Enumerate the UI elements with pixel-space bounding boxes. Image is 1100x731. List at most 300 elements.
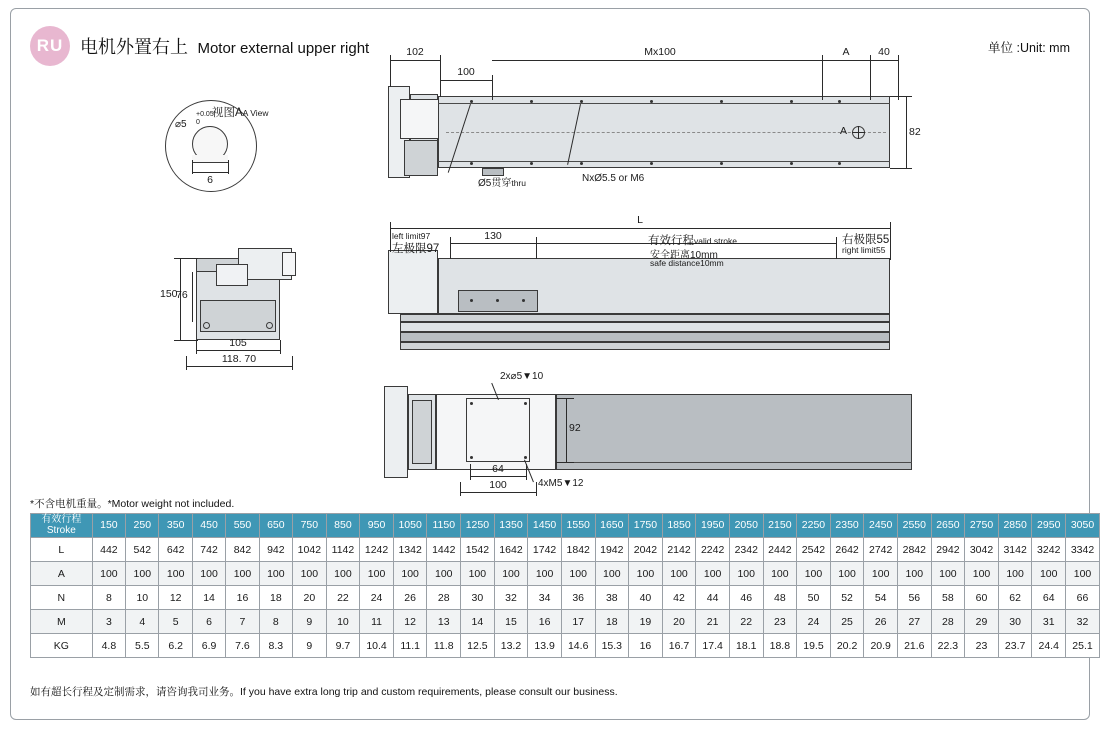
front-stroke-en: valid stroke (694, 236, 737, 246)
stroke-col-950: 950 (360, 514, 394, 538)
table-cell: 10.4 (360, 634, 394, 658)
top-hole (530, 162, 533, 165)
front-base-2 (400, 322, 890, 332)
row-label-l: L (31, 538, 93, 562)
table-cell: 64 (1032, 586, 1066, 610)
stroke-col-1250: 1250 (461, 514, 495, 538)
table-cell: 4 (126, 610, 159, 634)
front-left-limit-en: left limit97 (392, 231, 431, 241)
a-view-label-cn: 视图A (212, 107, 243, 119)
row-label-kg: KG (31, 634, 93, 658)
page-title-en: Motor external upper right (197, 40, 370, 57)
table-cell: 16 (528, 610, 562, 634)
table-cell: 40 (629, 586, 663, 610)
stroke-col-2950: 2950 (1032, 514, 1066, 538)
table-cell: 18.8 (763, 634, 797, 658)
table-row (31, 586, 1100, 610)
a-view-tol-lower (196, 119, 200, 126)
top-motor-cap (400, 99, 440, 139)
a-view-ext-right (228, 160, 229, 174)
front-base-3 (400, 332, 890, 342)
stroke-col-2250: 2250 (797, 514, 831, 538)
table-cell: 5.5 (126, 634, 159, 658)
stroke-col-2750: 2750 (965, 514, 999, 538)
table-cell: 20.9 (864, 634, 898, 658)
stroke-col-2650: 2650 (931, 514, 965, 538)
table-cell: 2142 (662, 538, 696, 562)
table-cell: 100 (662, 562, 696, 586)
table-row (31, 634, 1100, 658)
front-left-limit-cn-wrap (392, 240, 439, 256)
table-cell: 24 (797, 610, 831, 634)
table-cell: 1642 (494, 538, 528, 562)
bottom-hole (470, 402, 473, 405)
top-leader-nx-label (582, 173, 644, 184)
table-cell: 1942 (595, 538, 629, 562)
table-cell: 42 (662, 586, 696, 610)
side-lower-block (200, 300, 276, 332)
table-cell: 742 (192, 538, 225, 562)
top-rail-centerline (446, 132, 886, 133)
table-cell: 100 (595, 562, 629, 586)
table-cell: 27 (897, 610, 931, 634)
stroke-col-2850: 2850 (998, 514, 1032, 538)
top-dim-a-text: A (842, 46, 850, 58)
stroke-col-250: 250 (126, 514, 159, 538)
table-cell: 26 (393, 586, 427, 610)
table-cell: 2442 (763, 538, 797, 562)
table-cell: 100 (192, 562, 225, 586)
front-right-limit-en: right limit55 (842, 245, 886, 255)
bottom-dim-100 (460, 492, 536, 493)
top-hole (790, 162, 793, 165)
table-cell: 56 (897, 586, 931, 610)
table-cell: 17 (561, 610, 595, 634)
side-motor-cap (282, 252, 296, 276)
table-cell: 32 (1066, 610, 1100, 634)
table-cell: 842 (226, 538, 259, 562)
a-view-tol-upper (196, 111, 214, 118)
note-motor-weight: *不含电机重量。*Motor weight not included. (30, 498, 235, 510)
table-cell: 24.4 (1032, 634, 1066, 658)
a-view-dia (175, 119, 187, 130)
side-ext-105-r (280, 340, 281, 354)
table-cell: 100 (629, 562, 663, 586)
table-cell: 21 (696, 610, 730, 634)
top-dim-40 (870, 60, 898, 61)
table-cell: 2242 (696, 538, 730, 562)
top-hole (720, 162, 723, 165)
table-cell: 19 (629, 610, 663, 634)
table-cell: 23.7 (998, 634, 1032, 658)
table-cell: 1742 (528, 538, 562, 562)
top-dim-mx100 (492, 60, 822, 61)
table-cell: 12 (159, 586, 192, 610)
front-motor-body (388, 250, 438, 314)
table-cell: 60 (965, 586, 999, 610)
table-cell: 1042 (293, 538, 327, 562)
top-section-mark-v (858, 126, 859, 139)
table-cell: 9 (293, 610, 327, 634)
top-ext-102-l (390, 55, 391, 87)
table-cell: 642 (159, 538, 192, 562)
front-carriage-hole (522, 299, 525, 302)
table-cell: 100 (92, 562, 125, 586)
side-inner-detail (216, 264, 248, 286)
top-rail-inner-top (438, 103, 890, 104)
bottom-hole (524, 402, 527, 405)
top-ext-82-b (890, 168, 912, 169)
table-cell: 22.3 (931, 634, 965, 658)
table-cell: 21.6 (897, 634, 931, 658)
spec-table (30, 513, 1100, 658)
front-dim-130 (450, 243, 536, 244)
stroke-col-150: 150 (92, 514, 125, 538)
bottom-dim-64 (470, 476, 526, 477)
bottom-ext-64-r (526, 464, 527, 480)
table-cell: 942 (259, 538, 292, 562)
side-dim-150-text: 150 (160, 288, 178, 300)
table-cell: 2042 (629, 538, 663, 562)
bottom-dim-92-text: 92 (569, 422, 581, 434)
side-hole-right (266, 322, 273, 329)
top-hole (530, 100, 533, 103)
front-dim-130-text: 130 (484, 230, 502, 242)
table-cell: 100 (226, 562, 259, 586)
top-connector-block (482, 168, 504, 176)
top-section-label-a: A (840, 125, 848, 137)
top-dim-82-text: 82 (909, 126, 921, 138)
bottom-hole-m5-label: 4xM5▼12 (538, 478, 584, 489)
table-cell: 1242 (360, 538, 394, 562)
top-ext-40-r (898, 55, 899, 100)
table-cell: 8 (92, 586, 125, 610)
front-stroke-cn: 有效行程 (648, 235, 694, 247)
spec-table-body (31, 538, 1100, 658)
stroke-col-2550: 2550 (897, 514, 931, 538)
table-cell: 100 (965, 562, 999, 586)
table-cell: 18 (259, 586, 292, 610)
stroke-col-1550: 1550 (561, 514, 595, 538)
stroke-col-650: 650 (259, 514, 292, 538)
table-cell: 10 (126, 586, 159, 610)
row-label-n: N (31, 586, 93, 610)
side-hole-left (203, 322, 210, 329)
note-custom-request: 如有超长行程及定制需求，请咨询我司业务。If you have extra long trip and custom requirements, please consult our business. (30, 686, 618, 698)
bottom-ext-92-t (556, 398, 574, 399)
top-hole (470, 162, 473, 165)
table-cell: 11.1 (393, 634, 427, 658)
table-cell: 100 (864, 562, 898, 586)
stroke-col-2050: 2050 (729, 514, 763, 538)
stroke-col-2150: 2150 (763, 514, 797, 538)
table-cell: 31 (1032, 610, 1066, 634)
top-ext-82-t (890, 96, 912, 97)
table-cell: 44 (696, 586, 730, 610)
top-dim-82 (906, 96, 907, 168)
table-header-row (31, 514, 1100, 538)
spec-table-head (31, 514, 1100, 538)
front-base-1 (400, 314, 890, 322)
table-cell: 29 (965, 610, 999, 634)
table-cell: 24 (360, 586, 394, 610)
table-cell: 32 (494, 586, 528, 610)
stroke-col-1950: 1950 (696, 514, 730, 538)
table-cell: 16.7 (662, 634, 696, 658)
front-right-limit-cn: 右极限55 (842, 234, 890, 246)
table-cell: 25 (830, 610, 864, 634)
table-cell: 100 (427, 562, 461, 586)
table-cell: 18.1 (729, 634, 763, 658)
table-cell: 23 (763, 610, 797, 634)
table-cell: 8 (259, 610, 292, 634)
table-cell: 6.2 (159, 634, 192, 658)
table-cell: 16 (226, 586, 259, 610)
table-cell: 100 (293, 562, 327, 586)
table-cell: 100 (830, 562, 864, 586)
table-cell: 26 (864, 610, 898, 634)
table-cell: 3 (92, 610, 125, 634)
top-thru-cn: Ø5贯穿 (478, 178, 512, 189)
page-title (80, 33, 369, 59)
stroke-col-1150: 1150 (427, 514, 461, 538)
table-cell: 2642 (830, 538, 864, 562)
table-cell: 100 (126, 562, 159, 586)
table-cell: 100 (393, 562, 427, 586)
top-ext-a-r (870, 55, 871, 100)
table-cell: 2342 (729, 538, 763, 562)
table-cell: 22 (729, 610, 763, 634)
bottom-dim-100-text: 100 (489, 479, 507, 491)
table-cell: 19.5 (797, 634, 831, 658)
stroke-col-750: 750 (293, 514, 327, 538)
table-cell: 100 (797, 562, 831, 586)
series-badge: RU (30, 26, 70, 66)
front-base-4 (400, 342, 890, 350)
table-cell: 18 (595, 610, 629, 634)
table-cell: 14 (461, 610, 495, 634)
top-hole (580, 162, 583, 165)
table-cell: 442 (92, 538, 125, 562)
table-cell: 100 (763, 562, 797, 586)
top-rail-inner-bottom (438, 161, 890, 162)
table-cell: 50 (797, 586, 831, 610)
a-view-label-en: A View (242, 108, 269, 118)
bottom-hole-block (466, 398, 530, 462)
table-cell: 25.1 (1066, 634, 1100, 658)
side-dim-118-text: 118. 70 (221, 353, 257, 365)
table-cell: 58 (931, 586, 965, 610)
table-cell: 15.3 (595, 634, 629, 658)
table-cell: 36 (561, 586, 595, 610)
table-cell: 100 (897, 562, 931, 586)
table-cell: 30 (998, 610, 1032, 634)
table-cell: 9 (293, 634, 327, 658)
table-cell: 100 (528, 562, 562, 586)
top-dim-a (822, 60, 870, 61)
top-hole (650, 162, 653, 165)
top-hole (650, 100, 653, 103)
front-carriage-hole (470, 299, 473, 302)
table-cell: 6.9 (192, 634, 225, 658)
stroke-header (31, 514, 93, 538)
unit-label: 单位 :Unit: mm (988, 41, 1070, 55)
table-cell: 54 (864, 586, 898, 610)
table-cell: 20.2 (830, 634, 864, 658)
bottom-ext-92-b (556, 462, 574, 463)
top-dim-mx100-text: Mx100 (644, 46, 676, 58)
table-cell: 542 (126, 538, 159, 562)
a-view-width-dim: 6 (207, 174, 213, 186)
stroke-col-850: 850 (326, 514, 360, 538)
table-cell: 11.8 (427, 634, 461, 658)
table-cell: 62 (998, 586, 1032, 610)
table-cell: 13.9 (528, 634, 562, 658)
a-view-label (212, 104, 269, 120)
table-cell: 1842 (561, 538, 595, 562)
table-cell: 13.2 (494, 634, 528, 658)
row-label-m: M (31, 610, 93, 634)
stroke-col-2450: 2450 (864, 514, 898, 538)
table-cell: 15 (494, 610, 528, 634)
stroke-col-3050: 3050 (1066, 514, 1100, 538)
table-cell: 11 (360, 610, 394, 634)
table-cell: 22 (326, 586, 360, 610)
top-nx-text: NxØ5.5 or M6 (582, 173, 645, 184)
table-cell: 100 (729, 562, 763, 586)
table-cell: 20 (293, 586, 327, 610)
stroke-col-1650: 1650 (595, 514, 629, 538)
table-cell: 5 (159, 610, 192, 634)
table-cell: 100 (1032, 562, 1066, 586)
top-hole (720, 100, 723, 103)
table-cell: 2842 (897, 538, 931, 562)
side-ext-118-r (292, 356, 293, 370)
top-hole (580, 100, 583, 103)
row-label-a: A (31, 562, 93, 586)
table-cell: 2542 (797, 538, 831, 562)
top-hole (838, 100, 841, 103)
table-cell: 100 (326, 562, 360, 586)
front-safe-en: safe distance10mm (650, 258, 724, 268)
table-cell: 10 (326, 610, 360, 634)
front-ext-L-l (390, 222, 391, 252)
side-dim-76 (192, 272, 193, 322)
bottom-hole-top-label: 2x⌀5▼10 (500, 371, 544, 382)
table-cell: 100 (561, 562, 595, 586)
top-dim-100-text: 100 (457, 66, 475, 78)
bottom-rail-edge (556, 462, 912, 463)
table-cell: 4.8 (92, 634, 125, 658)
front-dim-L (390, 228, 890, 229)
bottom-motor-cap (412, 400, 432, 464)
stroke-header-cn: 有效行程 (41, 514, 82, 525)
top-leader-thru-label (478, 174, 526, 189)
table-cell: 100 (494, 562, 528, 586)
table-cell: 12 (393, 610, 427, 634)
table-cell: 100 (998, 562, 1032, 586)
bottom-motor-body (384, 386, 408, 478)
front-carriage-hole (496, 299, 499, 302)
table-cell: 46 (729, 586, 763, 610)
table-row (31, 610, 1100, 634)
top-dim-102-text: 102 (406, 46, 424, 58)
table-cell: 1542 (461, 538, 495, 562)
stroke-col-1450: 1450 (528, 514, 562, 538)
table-cell: 12.5 (461, 634, 495, 658)
table-cell: 48 (763, 586, 797, 610)
table-cell: 100 (360, 562, 394, 586)
front-right-limit-en-wrap (842, 245, 885, 256)
stroke-col-350: 350 (159, 514, 192, 538)
table-cell: 100 (1066, 562, 1100, 586)
top-ext-mx100-r (822, 55, 823, 100)
table-cell: 20 (662, 610, 696, 634)
table-cell: 3242 (1032, 538, 1066, 562)
top-dim-100 (440, 80, 492, 81)
a-view-dia-text: ⌀5 (175, 119, 187, 130)
front-ext-L-r (890, 222, 891, 260)
top-hole (790, 100, 793, 103)
front-ext-stroke-r (836, 237, 837, 259)
top-ext-100-r (492, 75, 493, 100)
side-dim-105-text: 105 (229, 337, 247, 349)
table-cell: 8.3 (259, 634, 292, 658)
bottom-hole (470, 456, 473, 459)
bottom-rail (556, 394, 912, 470)
table-cell: 100 (159, 562, 192, 586)
side-ext-150-t (174, 258, 198, 259)
table-cell: 16 (629, 634, 663, 658)
table-cell: 66 (1066, 586, 1100, 610)
table-cell: 38 (595, 586, 629, 610)
table-cell: 6 (192, 610, 225, 634)
stroke-col-450: 450 (192, 514, 225, 538)
table-cell: 7 (226, 610, 259, 634)
front-safe-label-en (650, 258, 724, 269)
table-cell: 14.6 (561, 634, 595, 658)
front-left-limit-cn: 左极限97 (392, 243, 440, 255)
stroke-col-1850: 1850 (662, 514, 696, 538)
stroke-col-1750: 1750 (629, 514, 663, 538)
front-dim-L-text: L (637, 214, 643, 226)
table-cell: 100 (931, 562, 965, 586)
top-thru-en: thru (511, 178, 526, 188)
front-ext-130-r (536, 237, 537, 259)
table-cell: 34 (528, 586, 562, 610)
a-view-tol-up-text: +0.05 (196, 111, 214, 118)
front-safe-cn: 安全距离10mm (650, 250, 718, 261)
table-cell: 17.4 (696, 634, 730, 658)
side-ext-150-b (174, 340, 198, 341)
table-cell: 7.6 (226, 634, 259, 658)
side-dim-105 (196, 350, 280, 351)
table-cell: 52 (830, 586, 864, 610)
table-cell: 3342 (1066, 538, 1100, 562)
table-cell: 23 (965, 634, 999, 658)
table-cell: 3142 (998, 538, 1032, 562)
table-cell: 1442 (427, 538, 461, 562)
a-view-ext-left (192, 160, 193, 174)
bottom-ext-100-r (536, 482, 537, 496)
bottom-dim-64-text: 64 (492, 463, 504, 475)
stroke-col-2350: 2350 (830, 514, 864, 538)
top-dim-102 (390, 60, 440, 61)
table-cell: 100 (696, 562, 730, 586)
top-dim-40-text: 40 (878, 46, 890, 58)
bottom-dim-92 (566, 398, 567, 462)
stroke-col-1050: 1050 (393, 514, 427, 538)
